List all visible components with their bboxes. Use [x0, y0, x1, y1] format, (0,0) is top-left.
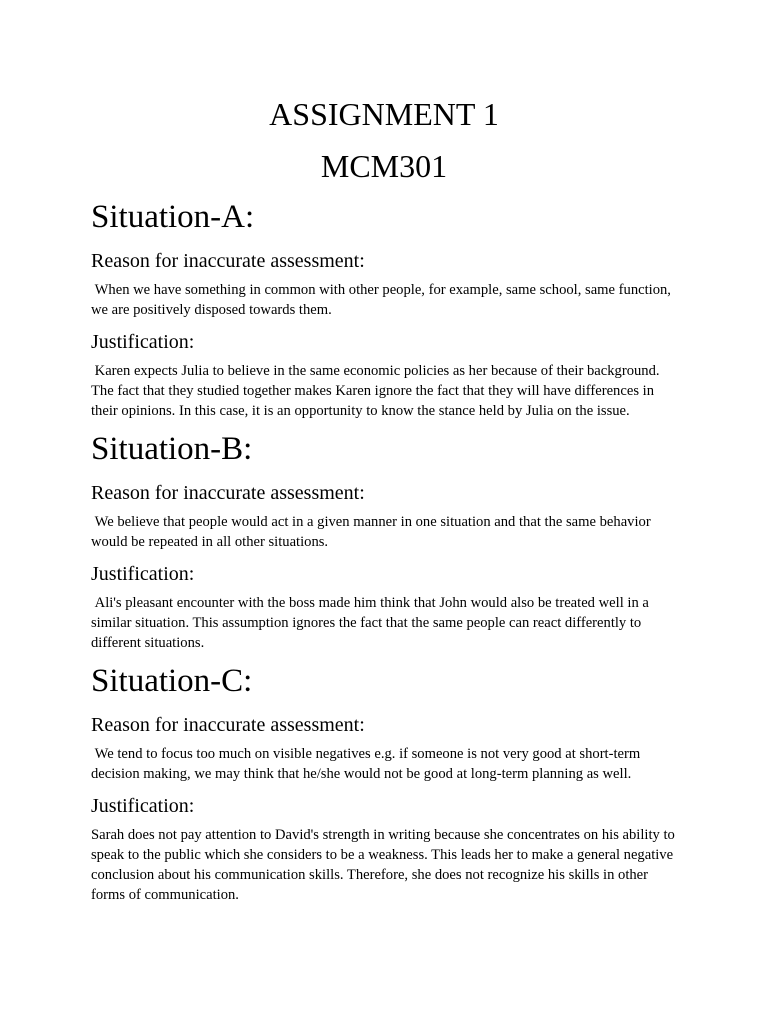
- situation-c-section: [91, 662, 681, 905]
- situation-heading: Situation-C:: [91, 663, 253, 699]
- justification-text: Sarah does not pay attention to David's strength in writing because she concentrates on his ability to speak to the public which she considers to be a weakness. This leads her to make a general negative conclusion about his communication skills. Therefore, she does not recognize his skills in other forms of communication.: [91, 827, 675, 903]
- justification-text: Ali's pleasant encounter with the boss made him think that John would also be treated well in a similar situation. This assumption ignores the fact that the same people can react differently to different situations.: [91, 595, 649, 651]
- reason-heading: Reason for inaccurate assessment:: [91, 482, 365, 504]
- document-body: [91, 198, 681, 905]
- situation-heading: Situation-B:: [91, 431, 253, 467]
- justification-heading: Justification:: [91, 563, 195, 585]
- reason-heading: Reason for inaccurate assessment:: [91, 714, 365, 736]
- justification-heading: Justification:: [91, 795, 195, 817]
- reason-text: We tend to focus too much on visible negatives e.g. if someone is not very good at short-term decision making, we may think that he/she would not be good at long-term planning as well.: [91, 746, 641, 782]
- situation-b-section: [91, 430, 681, 653]
- situation-heading: Situation-A:: [91, 199, 255, 235]
- document-title: ASSIGNMENT 1: [269, 96, 499, 132]
- reason-heading: Reason for inaccurate assessment:: [91, 250, 365, 272]
- justification-heading: Justification:: [91, 331, 195, 353]
- reason-text: We believe that people would act in a given manner in one situation and that the same behavior would be repeated in all other situations.: [91, 514, 651, 550]
- justification-text: Karen expects Julia to believe in the same economic policies as her because of their background. The fact that they studied together makes Karen ignore the fact that they will have differences in their opinions. In this case, it is an opportunity to know the stance held by Julia on the issue.: [91, 363, 660, 419]
- reason-text: When we have something in common with other people, for example, same school, same function, we are positively disposed towards them.: [91, 282, 671, 318]
- course-code: MCM301: [320, 148, 448, 184]
- situation-a-section: [91, 198, 681, 421]
